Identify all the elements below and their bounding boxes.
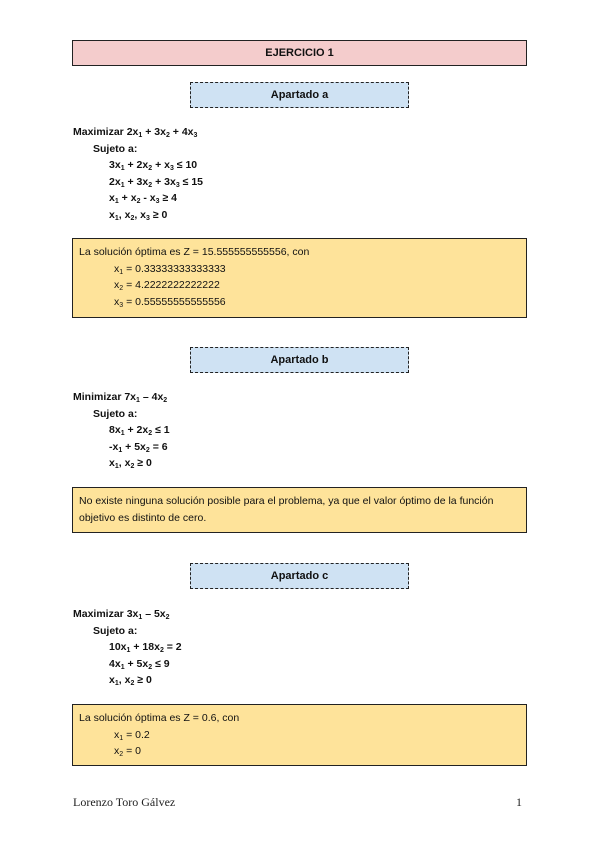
page-number: 1 [516, 795, 522, 809]
result-value: $x_1 = 0.33333333333333$ [114, 262, 226, 276]
subject-to-label: Sujeto a: [93, 142, 138, 155]
result-text: La solución óptima es Z = 15.555555555556, con [79, 246, 310, 258]
result-box-c [72, 704, 527, 766]
constraint: $-x_1 + 5x_2 = 6$ [109, 440, 168, 454]
section-header-b: Apartado b [190, 347, 409, 373]
result-box-b [72, 487, 527, 533]
result-text: La solución óptima es Z = 0.6, con [79, 712, 240, 724]
problem-a [73, 124, 203, 223]
exercise-title: EJERCICIO 1 [72, 40, 527, 66]
subject-to-label: Sujeto a: [93, 624, 138, 637]
result-value: $x_3 = 0.55555555555556$ [114, 295, 226, 309]
constraint: $2x_1 + 3x_2 + 3x_3 \le 15$ [109, 175, 203, 189]
subject-to-label: Sujeto a: [93, 407, 138, 420]
result-value: $x_1 = 0.2$ [114, 728, 150, 742]
non-negativity-constraint: $x_1$, $x_2 \ge 0$ [109, 674, 152, 687]
constraint: $3x_1 + 2x_2 + x_3 \le 10$ [109, 159, 198, 172]
result-text: No existe ninguna solución posible para el problema, ya que el valor óptimo de la función [79, 495, 494, 507]
non-negativity-constraint: $x_1$, $x_2 \ge 0$ [109, 457, 152, 470]
objective-function: Maximizar $3x_1 - 5x_2$ [73, 608, 170, 621]
objective-function: Maximizar $2x_1 + 3x_2 + 4x_3$ [73, 126, 198, 139]
objective-function: Minimizar $7x_1 - 4x_2$ [73, 391, 168, 404]
problem-c [73, 606, 182, 689]
section-header-c: Apartado c [190, 563, 409, 589]
result-box-a [72, 238, 527, 318]
result-value: $x_2 = 0$ [114, 745, 141, 758]
constraint: $x_1 + x_2 - x_3 \ge 4$ [109, 192, 177, 205]
result-text: objetivo es distinto de cero. [79, 511, 207, 524]
footer-author: Lorenzo Toro Gálvez [73, 795, 176, 809]
constraint: $8x_1 + 2x_2 \le 1$ [109, 424, 170, 437]
non-negativity-constraint: $x_1$, $x_2$, $x_3 \ge 0$ [109, 208, 168, 222]
result-value: $x_2 = 4.2222222222222$ [114, 279, 220, 292]
section-header-a: Apartado a [190, 82, 409, 108]
constraint: $10x_1 + 18x_2 = 2$ [109, 641, 182, 654]
constraint: $4x_1 + 5x_2 \le 9$ [109, 657, 170, 671]
problem-b [73, 389, 170, 472]
